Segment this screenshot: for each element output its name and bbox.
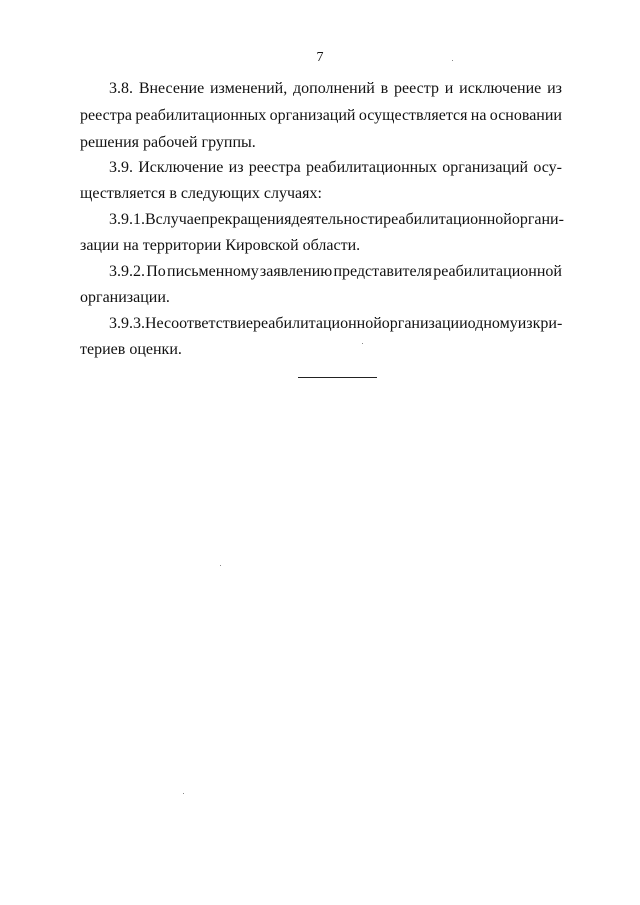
word: реабилитационной [253, 315, 382, 332]
word: 3.8. [109, 80, 133, 97]
word: представителя [333, 263, 432, 280]
word: реабилитационной [383, 211, 512, 228]
paragraph-3-9-line-1 [109, 158, 562, 178]
paragraph-3-8-line-1 [109, 79, 562, 99]
word: 3.9.2. [109, 263, 145, 280]
word: основании [489, 107, 562, 124]
scan-speck [362, 343, 363, 344]
word: осу- [533, 159, 562, 176]
scan-speck [183, 793, 184, 794]
paragraph-3-9-2-line-1 [109, 262, 562, 282]
paragraph-3-9-1-line-1 [109, 210, 562, 230]
word: одному [467, 315, 518, 332]
word: из [547, 80, 562, 97]
word: Внесение [138, 80, 205, 97]
end-rule [298, 377, 377, 378]
word: письменному [167, 263, 259, 280]
word: изменений, [209, 80, 288, 97]
word: 3.9.1. [109, 211, 145, 228]
word: реабилитационных [135, 107, 267, 124]
word: 3.9. [109, 159, 133, 176]
word: случае [155, 211, 202, 228]
word: В [145, 211, 156, 228]
word: По [146, 263, 166, 280]
word: Исключение [138, 159, 224, 176]
word: на [470, 107, 487, 124]
word: Несоответствие [145, 315, 253, 332]
word: из [517, 315, 533, 332]
word: дополнений [293, 80, 375, 97]
word: органи- [511, 211, 564, 228]
word: кри- [532, 315, 563, 332]
scan-speck [220, 565, 221, 566]
page-number: 7 [316, 50, 324, 65]
paragraph-3-9-3-line-2: териев оценки. [80, 341, 182, 358]
word: реабилитационной [433, 263, 562, 280]
word: из [228, 159, 244, 176]
word: реестр [394, 80, 439, 97]
word: деятельности [291, 211, 384, 228]
paragraph-3-8-line-2 [80, 106, 562, 126]
word: организаций [269, 107, 356, 124]
word: реестра [80, 107, 132, 124]
word: организаций [442, 159, 529, 176]
paragraph-3-9-line-2: ществляется в следующих случаях: [80, 185, 322, 202]
word: прекращения [201, 211, 292, 228]
word: 3.9.3. [109, 315, 145, 332]
paragraph-3-9-1-line-2: зации на территории Кировской области. [80, 237, 361, 254]
word: организации [381, 315, 468, 332]
paragraph-3-9-2-line-2: организации. [80, 289, 170, 306]
paragraph-3-8-line-3: решения рабочей группы. [80, 134, 256, 151]
word: реестра [248, 159, 301, 176]
paragraph-3-9-3-line-1 [109, 314, 562, 334]
word: исключение [459, 80, 542, 97]
word: реабилитационных [306, 159, 437, 176]
word: осуществляется [358, 107, 468, 124]
word: в [380, 80, 389, 97]
word: заявлению [259, 263, 333, 280]
word: и [444, 80, 454, 97]
scan-speck [452, 60, 453, 61]
